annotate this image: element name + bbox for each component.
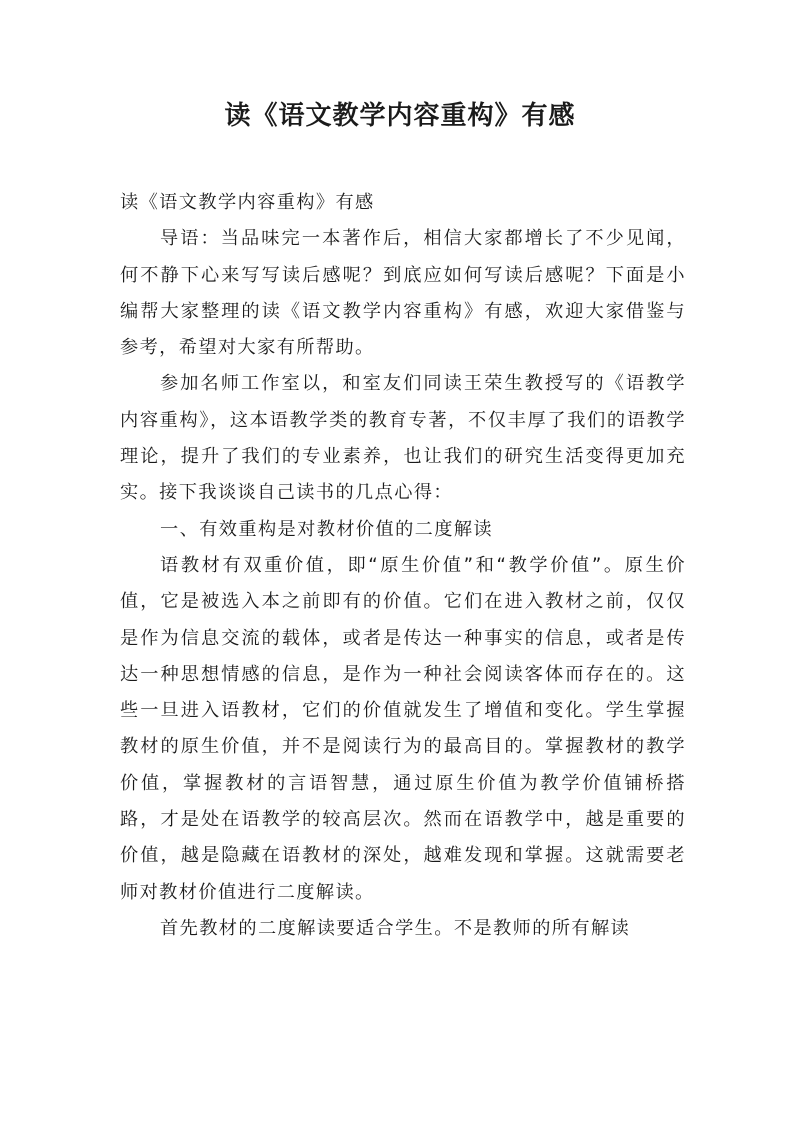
body-paragraph: 参加名师工作室以，和室友们同读王荣生教授写的《语教学内容重构》，这本语教学类的教育专著，不仅丰厚了我们的语教学理论，提升了我们的专业素养，也让我们的研究生活变得更加充实。接下我谈谈自己读书的几点心得： bbox=[120, 373, 686, 504]
document-title: 读《语文教学内容重构》有感 bbox=[224, 101, 576, 131]
body-paragraph: 语教材有双重价值，即“原生价值”和“教学价值”。原生价值，它是被选入本之前即有的价值。它们在进入教材之前，仅仅是作为信息交流的载体，或者是传达一种事实的信息，或者是传达一种思想情感的信息，是作为一种社会阅读客体而存在的。这些一旦进入语教材，它们的价值就发生了增值和变化。学生掌握教材的原生价值，并不是阅读行为的最高目的。掌握教材的教学价值，掌握教材的言语智慧，通过原生价值为教学价值铺桥搭路，才是处在语教学的较高层次。然而在语教学中，越是重要的价值，越是隐藏在语教材的深处，越难发现和掌握。这就需要老师对教材价值进行二度解读。 bbox=[120, 554, 686, 903]
body-paragraph: 首先教材的二度解读要适合学生。不是教师的所有解读 bbox=[160, 917, 631, 939]
section-heading: 一、有效重构是对教材价值的二度解读 bbox=[160, 518, 494, 540]
document-body bbox=[120, 185, 686, 947]
subtitle-paragraph: 读《语文教学内容重构》有感 bbox=[120, 192, 375, 213]
intro-paragraph: 导语：当品味完一本著作后，相信大家都增长了不少见闻，何不静下心来写写读后感呢？到底应如何写读后感呢？下面是小编帮大家整理的读《语文教学内容重构》有感，欢迎大家借鉴与参考，希望对大家有所帮助。 bbox=[120, 228, 686, 359]
